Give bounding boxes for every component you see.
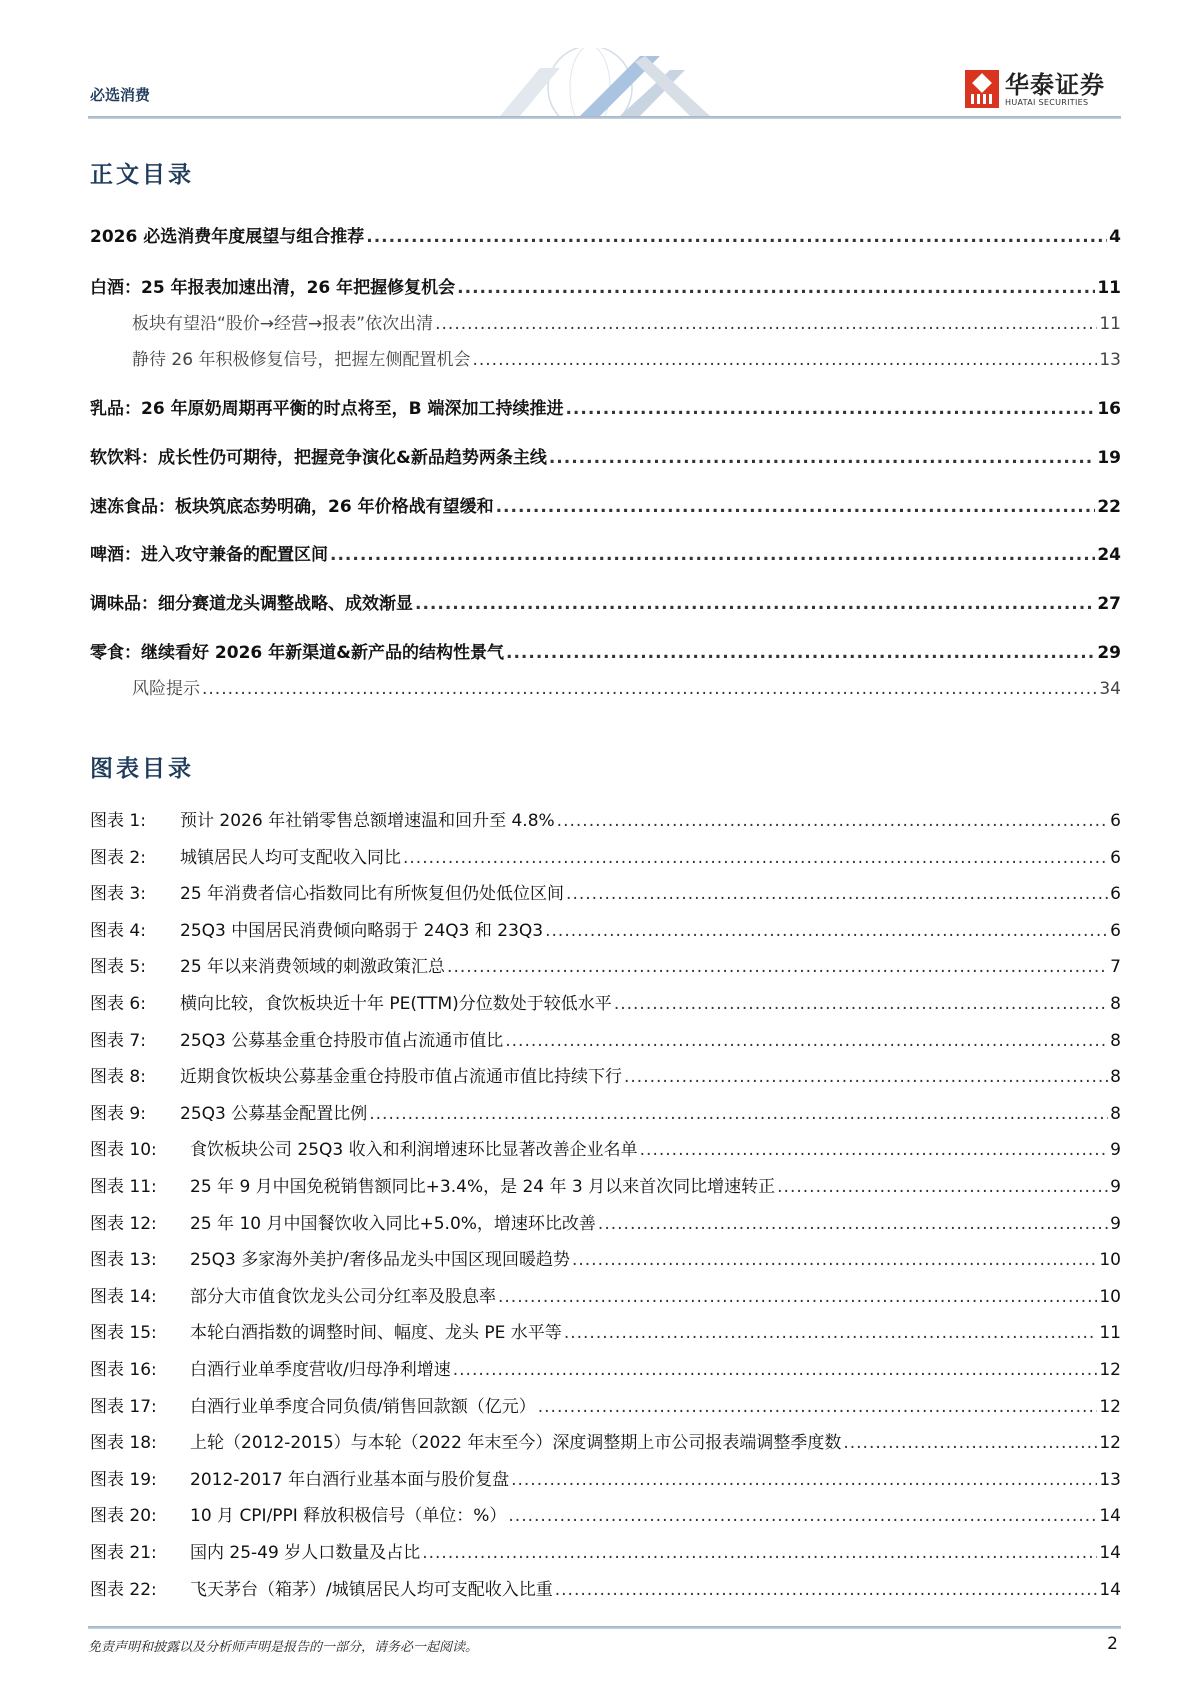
figure-entry-page: 10 <box>1099 1286 1121 1307</box>
figure-label: 图表 22: <box>90 1579 157 1600</box>
figure-entry-text: 预计 2026 年社销零售总额增速温和回升至 4.8% <box>180 811 555 831</box>
leader-dots <box>843 1433 1097 1453</box>
leader-dots <box>572 1250 1097 1270</box>
toc-entry-page: 34 <box>1099 679 1121 699</box>
leader-dots <box>457 278 1095 298</box>
leader-dots <box>598 1214 1108 1234</box>
figure-entry-page: 7 <box>1110 957 1121 978</box>
logo-cn: 华泰证券 <box>1005 70 1105 99</box>
leader-dots <box>415 594 1095 614</box>
toc-entry-page: 16 <box>1097 399 1121 419</box>
figure-label: 图表 16: <box>90 1360 157 1380</box>
toc-entry[interactable] <box>90 309 1121 334</box>
figure-entry[interactable] <box>90 1538 1121 1563</box>
figure-label: 图表 3: <box>90 884 146 905</box>
figure-label: 图表 14: <box>90 1286 157 1307</box>
figure-entry-page: 14 <box>1099 1579 1121 1600</box>
figure-label: 图表 7: <box>90 1030 146 1051</box>
toc-entry[interactable] <box>90 222 1121 247</box>
figure-label: 图表 10: <box>90 1140 157 1161</box>
toc-entry[interactable] <box>90 589 1121 614</box>
figure-entry-page: 14 <box>1099 1506 1121 1527</box>
figure-entry[interactable] <box>90 952 1121 977</box>
figure-entry-page: 6 <box>1110 884 1121 905</box>
leader-dots <box>505 1031 1108 1051</box>
leader-dots <box>422 1543 1097 1563</box>
figure-entry-page: 9 <box>1110 1140 1121 1161</box>
figure-label: 图表 13: <box>90 1250 157 1271</box>
leader-dots <box>614 994 1108 1014</box>
toc-entry[interactable] <box>90 345 1121 370</box>
figure-entry-text: 近期食饮板块公募基金重仓持股市值占流通市值比持续下行 <box>180 1067 622 1088</box>
leader-dots <box>777 1177 1108 1197</box>
toc-entry[interactable] <box>90 273 1121 298</box>
leader-dots <box>566 884 1108 904</box>
huatai-logo <box>965 70 1105 108</box>
figure-entry-page: 8 <box>1110 994 1121 1014</box>
figure-entry-text: 本轮白酒指数的调整时间、幅度、龙头 PE 水平等 <box>190 1323 562 1344</box>
leader-dots <box>564 1323 1098 1343</box>
figure-entry-page: 10 <box>1099 1250 1121 1271</box>
figure-entry-page: 8 <box>1110 1067 1121 1088</box>
figure-entry-text: 25 年以来消费领域的刺激政策汇总 <box>180 957 446 978</box>
leader-dots <box>511 1470 1097 1490</box>
figure-entry[interactable] <box>90 1172 1121 1197</box>
figure-entry[interactable] <box>90 843 1121 868</box>
toc-entry-page: 13 <box>1099 350 1121 370</box>
figure-entry-text: 25Q3 多家海外美护/奢侈品龙头中国区现回暖趋势 <box>190 1250 570 1271</box>
toc-entry-page: 29 <box>1097 643 1121 663</box>
leader-dots <box>549 448 1096 468</box>
figure-label: 图表 21: <box>90 1543 157 1563</box>
figure-entry[interactable] <box>90 1026 1121 1051</box>
figure-entry[interactable] <box>90 1501 1121 1526</box>
header-section-title: 必选消费 <box>90 86 151 104</box>
figure-entry-text: 25Q3 公募基金重仓持股市值占流通市值比 <box>180 1030 504 1051</box>
leader-dots <box>447 957 1108 977</box>
figure-entry[interactable] <box>90 1465 1121 1490</box>
footer-divider <box>88 1626 1121 1629</box>
figure-entry-page: 13 <box>1099 1469 1121 1490</box>
figure-entry-text: 上轮（2012-2015）与本轮（2022 年末至今）深度调整期上市公司报表端调整季度数 <box>190 1433 842 1454</box>
toc-entry-page: 24 <box>1097 545 1121 565</box>
figure-entry-text: 10 月 CPI/PPI 释放积极信号（单位：%） <box>190 1506 507 1527</box>
figure-entry-text: 25 年 10 月中国餐饮收入同比+5.0%，增速环比改善 <box>190 1213 596 1234</box>
figure-label: 图表 1: <box>90 811 146 831</box>
figure-entry-text: 25Q3 公募基金配置比例 <box>180 1103 368 1124</box>
figure-entry-page: 9 <box>1110 1177 1121 1197</box>
figure-label: 图表 19: <box>90 1469 157 1490</box>
figure-label: 图表 11: <box>90 1177 157 1197</box>
figure-entry-page: 8 <box>1110 1103 1121 1124</box>
leader-dots <box>565 399 1095 419</box>
toc-entry[interactable] <box>90 492 1121 517</box>
figure-entry[interactable] <box>90 916 1121 941</box>
toc-entry-text: 速冻食品：板块筑底态势明确，26 年价格战有望缓和 <box>90 497 494 517</box>
figure-entry-page: 12 <box>1099 1360 1121 1380</box>
figure-label: 图表 20: <box>90 1506 157 1527</box>
figure-entry[interactable] <box>90 1575 1121 1600</box>
figure-entry-page: 6 <box>1110 847 1121 868</box>
leader-dots <box>403 848 1108 868</box>
toc-entry-text: 乳品：26 年原奶周期再平衡的时点将至，B 端深加工持续推进 <box>90 399 564 419</box>
figure-entry-text: 25 年 9 月中国免税销售额同比+3.4%，是 24 年 3 月以来首次同比增速转正 <box>190 1177 776 1197</box>
leader-dots <box>508 1506 1097 1526</box>
figure-entry[interactable] <box>90 1282 1121 1307</box>
figure-label: 图表 4: <box>90 920 146 941</box>
toc-entry-text: 2026 必选消费年度展望与组合推荐 <box>90 227 365 247</box>
page-number: 2 <box>1107 1634 1118 1654</box>
figure-entry[interactable] <box>90 1099 1121 1124</box>
toc-entry[interactable] <box>90 674 1121 699</box>
leader-dots <box>624 1067 1108 1087</box>
figure-label: 图表 9: <box>90 1103 146 1124</box>
toc-entry-page: 19 <box>1097 448 1121 468</box>
toc-entry-text: 调味品：细分赛道龙头调整战略、成效渐显 <box>90 594 413 614</box>
leader-dots <box>369 1104 1108 1124</box>
toc-entry-text: 静待 26 年积极修复信号，把握左侧配置机会 <box>132 350 471 370</box>
figure-label: 图表 8: <box>90 1067 146 1088</box>
toc-entry[interactable] <box>90 443 1121 468</box>
leader-dots <box>640 1140 1109 1160</box>
figure-entry[interactable] <box>90 1355 1121 1380</box>
figure-entry-text: 飞天茅台（箱茅）/城镇居民人均可支配收入比重 <box>190 1579 553 1600</box>
figure-entry-page: 6 <box>1110 811 1121 831</box>
leader-dots <box>472 350 1097 370</box>
toc-entry-page: 11 <box>1097 278 1121 298</box>
toc-entry-text: 风险提示 <box>132 679 200 699</box>
toc-entry-text: 白酒：25 年报表加速出清，26 年把握修复机会 <box>90 278 456 298</box>
figure-entry-text: 白酒行业单季度营收/归母净利增速 <box>190 1360 451 1380</box>
header-decoration-graphic <box>470 48 790 116</box>
figure-entry-page: 8 <box>1110 1030 1121 1051</box>
toc-entry-page: 22 <box>1097 497 1121 517</box>
toc-entry-text: 板块有望沿“股价→经营→报表”依次出清 <box>132 314 434 334</box>
toc-entry-text: 零食：继续看好 2026 年新渠道&新产品的结构性景气 <box>90 643 504 663</box>
figure-entry-page: 12 <box>1099 1396 1121 1417</box>
toc-title: 正文目录 <box>90 162 194 188</box>
leader-dots <box>453 1360 1098 1380</box>
figures-title: 图表目录 <box>90 756 194 782</box>
toc-entry-page: 11 <box>1099 314 1121 334</box>
toc-entry[interactable] <box>90 638 1121 663</box>
figure-entry-text: 部分大市值食饮龙头公司分红率及股息率 <box>190 1286 496 1307</box>
figure-label: 图表 15: <box>90 1323 157 1344</box>
figure-entry-page: 11 <box>1099 1323 1121 1344</box>
figure-entry-text: 国内 25-49 岁人口数量及占比 <box>190 1543 421 1563</box>
figure-entry[interactable] <box>90 1318 1121 1343</box>
figure-label: 图表 12: <box>90 1213 157 1234</box>
figure-entry-text: 白酒行业单季度合同负债/销售回款额（亿元） <box>190 1396 536 1417</box>
figure-entry-text: 25 年消费者信心指数同比有所恢复但仍处低位区间 <box>180 884 565 905</box>
figure-entry-page: 6 <box>1110 920 1121 941</box>
footer-disclaimer: 免责声明和披露以及分析师声明是报告的一部分，请务必一起阅读。 <box>88 1640 479 1655</box>
leader-dots <box>435 314 1097 334</box>
toc-entry-text: 软饮料：成长性仍可期待，把握竞争演化&新品趋势两条主线 <box>90 448 547 468</box>
figure-entry[interactable] <box>90 1209 1121 1234</box>
logo-mark-icon <box>965 70 999 108</box>
figure-entry[interactable] <box>90 1062 1121 1087</box>
toc-entry[interactable] <box>90 540 1121 565</box>
figure-entry[interactable] <box>90 879 1121 904</box>
figure-entry-page: 14 <box>1099 1543 1121 1563</box>
figure-entry[interactable] <box>90 1392 1121 1417</box>
figure-entry-text: 横向比较，食饮板块近十年 PE(TTM)分位数处于较低水平 <box>180 994 612 1014</box>
leader-dots <box>538 1397 1098 1417</box>
figure-entry-text: 城镇居民人均可支配收入同比 <box>180 847 401 868</box>
figure-entry-text: 2012-2017 年白酒行业基本面与股价复盘 <box>190 1469 510 1490</box>
leader-dots <box>557 811 1109 831</box>
leader-dots <box>366 227 1107 247</box>
figure-label: 图表 2: <box>90 847 146 868</box>
toc-entry-text: 啤酒：进入攻守兼备的配置区间 <box>90 545 328 565</box>
figure-entry[interactable] <box>90 989 1121 1014</box>
logo-en: HUATAI SECURITIES <box>1005 97 1089 107</box>
figure-entry-text: 25Q3 中国居民消费倾向略弱于 24Q3 和 23Q3 <box>180 920 544 941</box>
leader-dots <box>555 1580 1098 1600</box>
leader-dots <box>506 643 1095 663</box>
figure-label: 图表 5: <box>90 957 146 978</box>
figure-label: 图表 17: <box>90 1396 157 1417</box>
header-divider <box>88 116 1121 119</box>
figure-entry[interactable] <box>90 806 1121 831</box>
figure-entry-page: 12 <box>1099 1433 1121 1454</box>
leader-dots <box>330 545 1095 565</box>
toc-entry[interactable] <box>90 394 1121 419</box>
leader-dots <box>202 679 1097 699</box>
leader-dots <box>545 921 1108 941</box>
figure-entry[interactable] <box>90 1245 1121 1270</box>
figure-label: 图表 18: <box>90 1433 157 1454</box>
figure-label: 图表 6: <box>90 994 146 1014</box>
figure-entry-page: 9 <box>1110 1213 1121 1234</box>
toc-entry-page: 4 <box>1109 227 1121 247</box>
figure-entry-text: 食饮板块公司 25Q3 收入和利润增速环比显著改善企业名单 <box>190 1140 638 1161</box>
leader-dots <box>498 1287 1097 1307</box>
figure-entry[interactable] <box>90 1428 1121 1453</box>
leader-dots <box>496 497 1096 517</box>
figure-entry[interactable] <box>90 1135 1121 1160</box>
toc-entry-page: 27 <box>1097 594 1121 614</box>
